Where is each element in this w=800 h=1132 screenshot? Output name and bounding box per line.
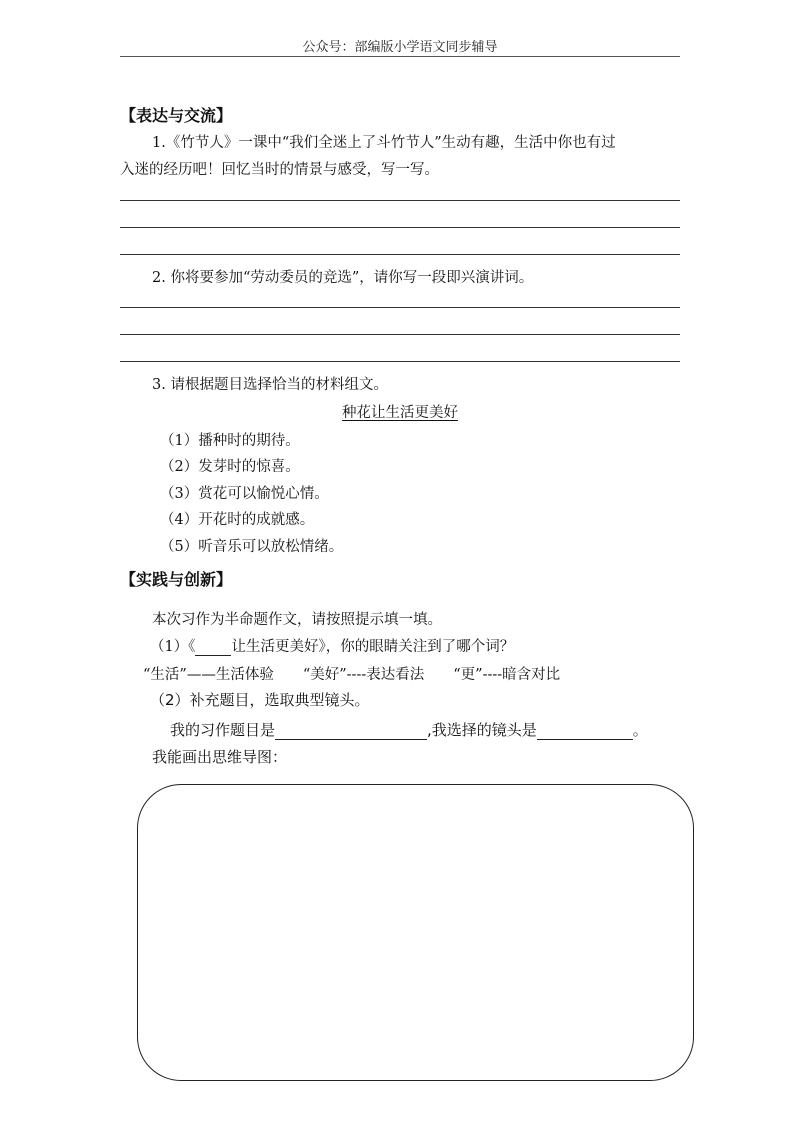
section-title-expression: 【表达与交流】 bbox=[120, 106, 233, 125]
fill-label-title: 我的习作题目是 bbox=[170, 721, 276, 739]
fill-end: 。 bbox=[632, 721, 648, 739]
mindmap-drawing-area[interactable] bbox=[137, 784, 694, 1081]
q1-line1: 1.《竹节人》一课中“我们全迷上了斗竹节人”生动有趣，生活中你也有过 bbox=[152, 135, 616, 151]
mindmap-prompt: 我能画出思维导图： bbox=[152, 748, 288, 766]
q1-line2: 入迷的经历吧！回忆当时的情景与感受，写一写。 bbox=[120, 162, 439, 178]
header-divider bbox=[120, 56, 680, 57]
answer-line-q1-3[interactable] bbox=[120, 254, 680, 255]
q2-text: 2. 你将要参加“劳动委员的竞选”，请你写一段即兴演讲词。 bbox=[152, 270, 534, 286]
essay-title-blank[interactable] bbox=[275, 723, 427, 740]
title-blank[interactable] bbox=[195, 641, 231, 656]
step1-suffix: 让生活更美好》，你的眼睛关注到了哪个词？ bbox=[231, 639, 515, 655]
step2-text: （2）补充题目，选取典型镜头。 bbox=[150, 691, 370, 709]
answer-line-q2-3[interactable] bbox=[120, 361, 680, 362]
answer-line-q1-1[interactable] bbox=[120, 200, 680, 201]
option-2: （2）发芽时的惊喜。 bbox=[160, 459, 300, 475]
section-title-practice: 【实践与创新】 bbox=[120, 570, 233, 589]
practice-intro: 本次习作为半命题作文，请按照提示填一填。 bbox=[152, 612, 442, 628]
q3-prompt: 3. 请根据题目选择恰当的材料组文。 bbox=[152, 377, 388, 393]
fill-line bbox=[170, 719, 648, 740]
option-5: （5）听音乐可以放松情绪。 bbox=[160, 539, 344, 555]
option-1: （1）播种时的期待。 bbox=[160, 433, 300, 449]
keyword-hints: “生活”——生活体验 “美好”----表达看法 “更”----暗含对比 bbox=[143, 667, 561, 683]
page-header: 公众号：部编版小学语文同步辅导 bbox=[302, 40, 498, 55]
scene-blank[interactable] bbox=[537, 723, 633, 740]
option-4: （4）开花时的成就感。 bbox=[160, 512, 315, 528]
option-3: （3）赏花可以愉悦心情。 bbox=[160, 486, 329, 502]
essay-title: 种花让生活更美好 bbox=[342, 405, 458, 421]
step1-prefix: （1）《 bbox=[150, 639, 196, 655]
fill-label-scene: ,我选择的镜头是 bbox=[427, 721, 537, 739]
answer-line-q1-2[interactable] bbox=[120, 227, 680, 228]
step1-line bbox=[150, 635, 514, 656]
answer-line-q2-2[interactable] bbox=[120, 334, 680, 335]
answer-line-q2-1[interactable] bbox=[120, 307, 680, 308]
